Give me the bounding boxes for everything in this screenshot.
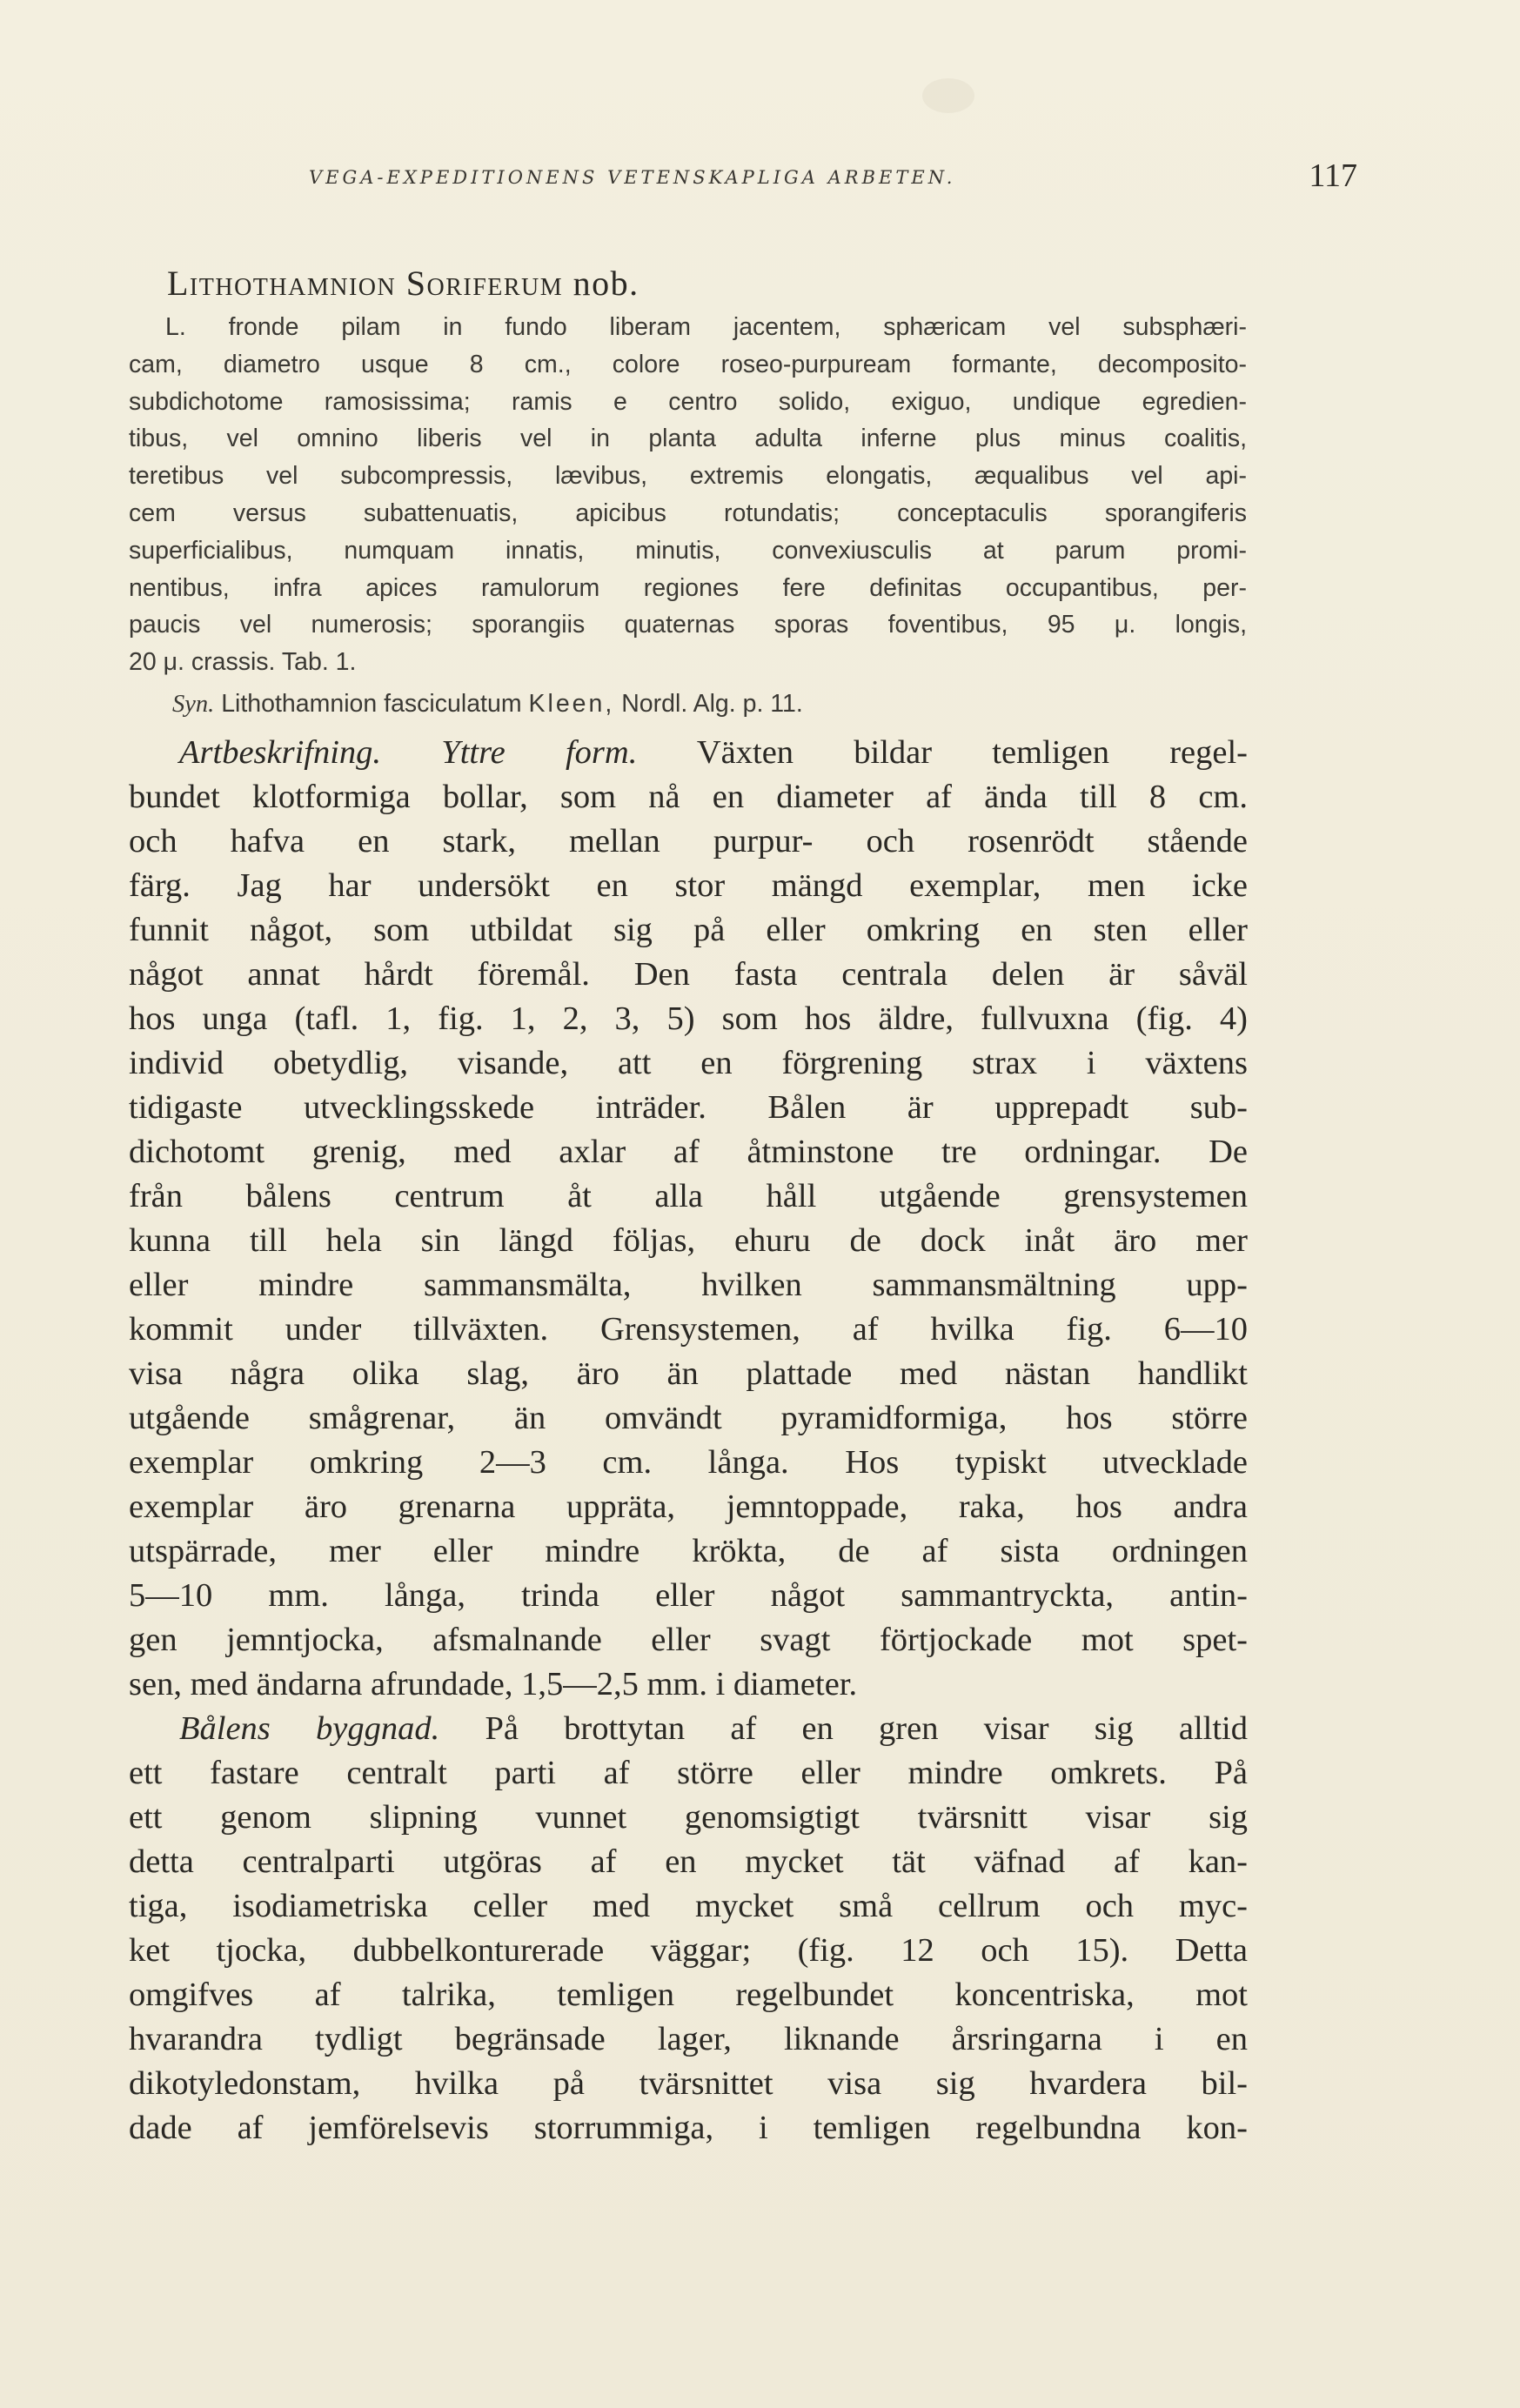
swedish-line: exemplar omkring 2—3 cm. långa. Hos typiskt utvecklade: [129, 1444, 1248, 1481]
swedish-line: eller mindre sammansmälta, hvilken sammansmältning upp-: [129, 1267, 1248, 1303]
swedish-line: [129, 731, 1248, 775]
section-heading: Bålens byggnad.: [179, 1710, 440, 1747]
swedish-line: ett genom slipning vunnet genomsigtigt tvärsnitt visar sig: [129, 1799, 1248, 1836]
swedish-line: bundet klotformiga bollar, som nå en diameter af ända till 8 cm.: [129, 779, 1248, 815]
swedish-line: från bålens centrum åt alla håll utgående grensystemen: [129, 1178, 1248, 1214]
swedish-line: dade af jemförelsevis storrummiga, i temligen regelbundna kon-: [129, 2110, 1248, 2146]
swedish-line: individ obetydlig, visande, att en förgrening strax i växtens: [129, 1045, 1248, 1081]
swedish-line: kunna till hela sin längd följas, ehuru de dock inåt äro mer: [129, 1222, 1248, 1259]
latin-line: paucis vel numerosis; sporangiis quaternas sporas foventibus, 95 μ. longis,: [129, 611, 1247, 639]
swedish-line: gen jemntjocka, afsmalnande eller svagt förtjockade mot spet-: [129, 1622, 1248, 1658]
latin-line: nentibus, infra apices ramulorum regiones fere definitas occupantibus, per-: [129, 573, 1247, 602]
swedish-line: tiga, isodiametriska celler med mycket små cellrum och myc-: [129, 1888, 1248, 1924]
swedish-line: omgifves af talrika, temligen regelbundet koncentriska, mot: [129, 1977, 1248, 2013]
species-epithet: Soriferum: [405, 264, 564, 303]
swedish-line: 5—10 mm. långa, trinda eller något sammantryckta, antin-: [129, 1577, 1248, 1614]
latin-line: subdichotome ramosissima; ramis e centro solido, exiguo, undique egredien-: [129, 387, 1247, 416]
swedish-line: och hafva en stark, mellan purpur- och rosenrödt stående: [129, 823, 1248, 860]
swedish-line-text: Växten bildar temligen regel-: [696, 734, 1248, 771]
synonym-name: Lithothamnion fasciculatum: [221, 690, 522, 718]
synonym-line: [172, 690, 803, 719]
swedish-line: sen, med ändarna afrundade, 1,5—2,5 mm. i diameter.: [129, 1666, 858, 1702]
swedish-line: visa några olika slag, äro än plattade med nästan handlikt: [129, 1355, 1248, 1392]
subsection-heading: Yttre form.: [441, 734, 638, 771]
swedish-line-text: På brottytan af en gren visar sig alltid: [485, 1710, 1249, 1747]
swedish-line: färg. Jag har undersökt en stor mängd exemplar, men icke: [129, 867, 1248, 904]
swedish-line: hos unga (tafl. 1, fig. 1, 2, 3, 5) som hos äldre, fullvuxna (fig. 4): [129, 1000, 1248, 1037]
latin-description: [129, 309, 1247, 681]
section-heading: Artbeskrifning.: [179, 734, 382, 771]
swedish-line: funnit något, som utbildat sig på eller omkring en sten eller: [129, 912, 1248, 948]
running-head: VEGA-EXPEDITIONENS VETENSKAPLIGA ARBETEN.: [309, 167, 956, 188]
paper-stain: [922, 78, 974, 113]
latin-line: cem versus subattenuatis, apicibus rotundatis; conceptaculis sporangiferis: [129, 498, 1247, 527]
swedish-line: utspärrade, mer eller mindre krökta, de af sista ordningen: [129, 1533, 1248, 1569]
page-number: 117: [1309, 157, 1357, 194]
latin-line: superficialibus, numquam innatis, minutis, convexiusculis at parum promi-: [129, 536, 1247, 565]
synonym-reference: Nordl. Alg. p. 11.: [621, 690, 803, 718]
species-genus: Lithothamnion: [167, 264, 397, 303]
swedish-line: något annat hårdt föremål. Den fasta centrala delen är såväl: [129, 956, 1248, 993]
species-title: [167, 263, 639, 304]
page-header: [131, 157, 1375, 197]
swedish-line: dikotyledonstam, hvilka på tvärsnittet visa sig hvardera bil-: [129, 2065, 1248, 2102]
swedish-line: tidigaste utvecklingsskede inträder. Bålen är upprepadt sub-: [129, 1089, 1248, 1126]
synonym-author: Kleen,: [528, 690, 615, 718]
swedish-description: [129, 731, 1248, 2150]
latin-line: 20 μ. crassis. Tab. 1.: [129, 648, 357, 677]
swedish-line: kommit under tillväxten. Grensystemen, af hvilka fig. 6—10: [129, 1311, 1248, 1348]
swedish-line: utgående smågrenar, än omvändt pyramidformiga, hos större: [129, 1400, 1248, 1436]
swedish-line: ket tjocka, dubbelkonturerade väggar; (fig. 12 och 15). Detta: [129, 1932, 1248, 1969]
species-author: nob.: [573, 264, 639, 303]
swedish-line: detta centralparti utgöras af en mycket tät väfnad af kan-: [129, 1843, 1248, 1880]
swedish-line: ett fastare centralt parti af större eller mindre omkrets. På: [129, 1755, 1248, 1791]
swedish-line: [129, 1707, 1248, 1751]
latin-line: cam, diametro usque 8 cm., colore roseo-purpuream formante, decomposito-: [129, 350, 1247, 378]
latin-line: tibus, vel omnino liberis vel in planta adulta inferne plus minus coalitis,: [129, 425, 1247, 453]
synonym-label: Syn.: [172, 691, 215, 718]
latin-line: teretibus vel subcompressis, lævibus, extremis elongatis, æqualibus vel api-: [129, 462, 1247, 491]
swedish-line: hvarandra tydligt begränsade lager, liknande årsringarna i en: [129, 2021, 1248, 2057]
latin-line: L. fronde pilam in fundo liberam jacentem, sphæricam vel subsphæri-: [165, 313, 1247, 341]
swedish-line: dichotomt grenig, med axlar af åtminstone tre ordningar. De: [129, 1134, 1248, 1170]
swedish-line: exemplar äro grenarna uppräta, jemntoppade, raka, hos andra: [129, 1488, 1248, 1525]
